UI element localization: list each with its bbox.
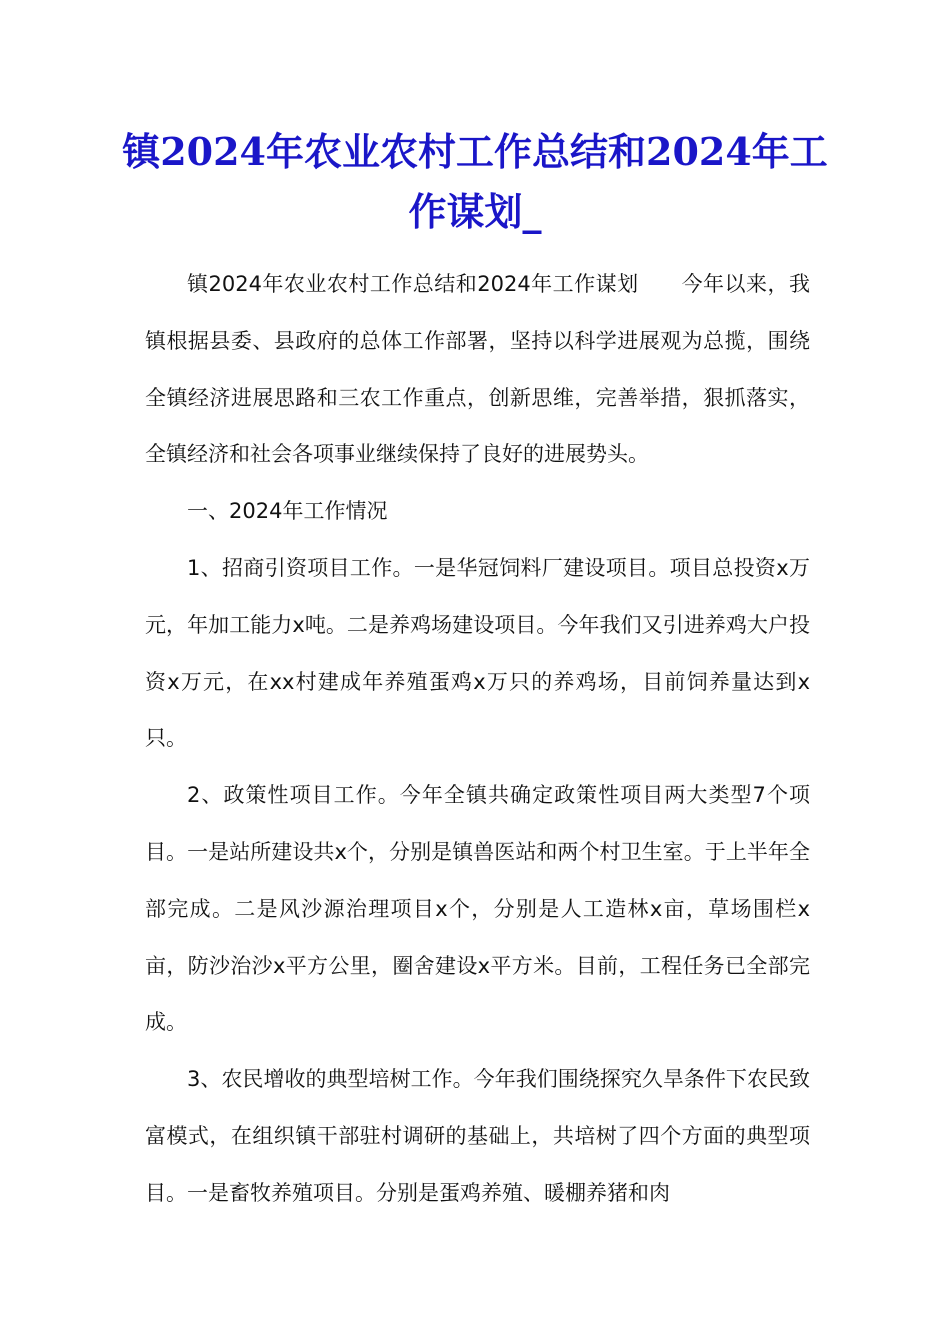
paragraph-intro: 镇2024年农业农村工作总结和2024年工作谋划 今年以来，我镇根据县委、县政府的总体工作部署，坚持以科学进展观为总揽，围绕全镇经济进展思路和三农工作重点，创新思维，完善举措，狠抓落实，全镇经济和社会各项事业继续保持了良好的进展势头。: [145, 272, 810, 467]
paragraph-investment-projects: 1、招商引资项目工作。一是华冠饲料厂建设项目。项目总投资x万元，年加工能力x吨。二是养鸡场建设项目。今年我们又引进养鸡大户投资x万元，在xx村建成年养殖蛋鸡x万只的养鸡场，目前饲养量达到x只。: [145, 555, 810, 751]
section-heading-2024-work: 一、2024年工作情况: [187, 499, 388, 524]
document-title: 镇2024年农业农村工作总结和2024年工作谋划_: [122, 129, 828, 234]
document-body: [145, 256, 810, 1222]
paragraph-policy-projects: 2、政策性项目工作。今年全镇共确定政策性项目两大类型7个项目。一是站所建设共x个，分别是镇兽医站和两个村卫生室。于上半年全部完成。二是风沙源治理项目x个，分别是人工造林x亩，草场围栏x亩，防沙治沙x平方公里，圈舍建设x平方米。目前，工程任务已全部完成。: [145, 783, 810, 1035]
paragraph-farmer-income: 3、农民增收的典型培树工作。今年我们围绕探究久旱条件下农民致富模式，在组织镇干部驻村调研的基础上，共培树了四个方面的典型项目。一是畜牧养殖项目。分别是蛋鸡养殖、暖棚养猪和肉: [145, 1067, 810, 1205]
